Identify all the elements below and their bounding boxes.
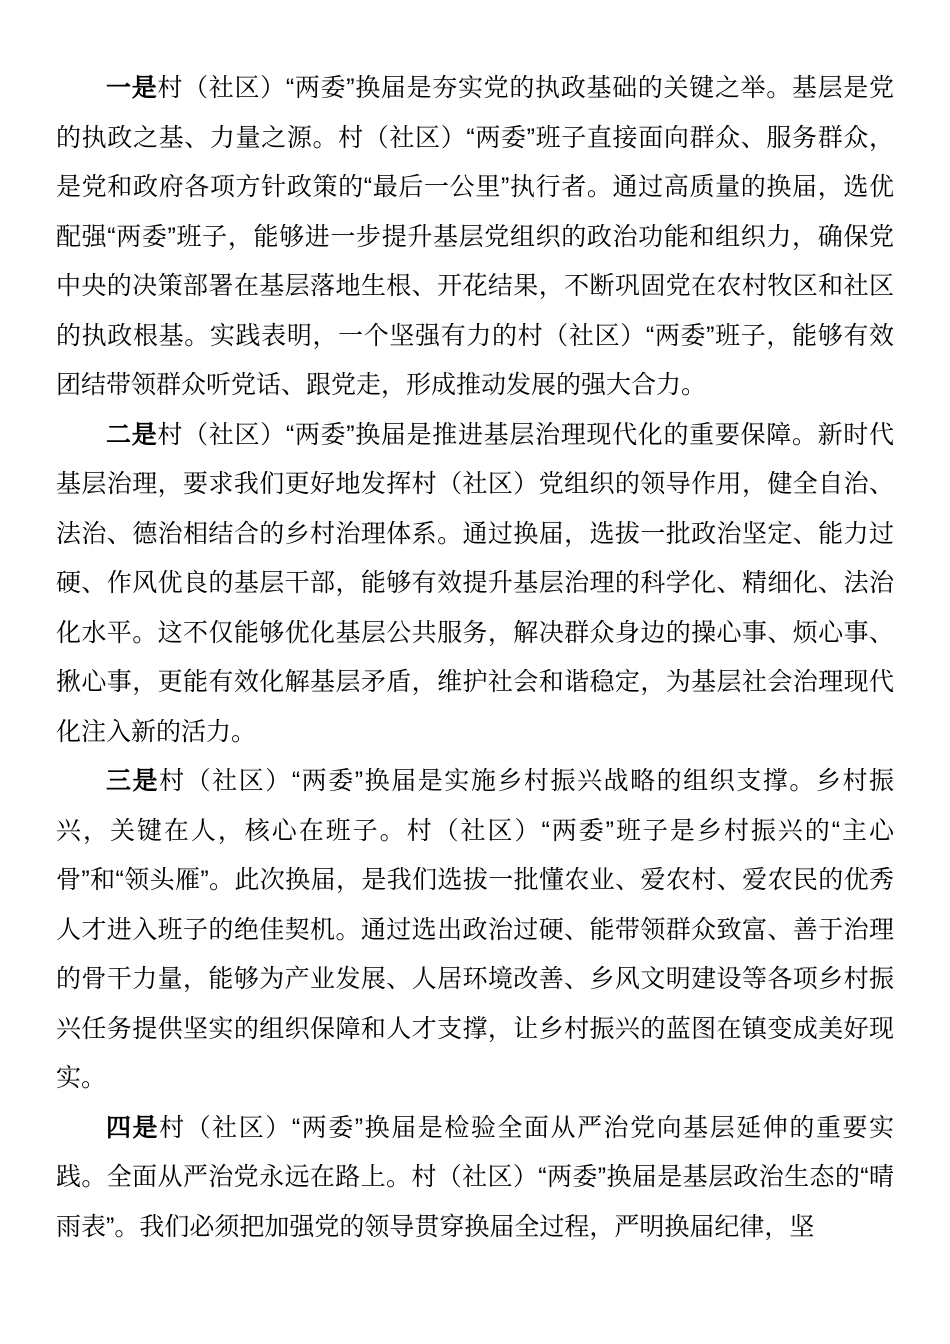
- paragraph-4-lead: 四是: [106, 1113, 160, 1142]
- paragraph-4-text: 村（社区）“两委”换届是检验全面从严治党向基层延伸的重要实践。全面从严治党永远在路上。村（社区）“两委”换届是基层政治生态的“晴雨表”。我们必须把加强党的领导贯穿换届全过程，严明换届纪律，坚: [56, 1113, 894, 1241]
- paragraph-2-text: 村（社区）“两委”换届是推进基层治理现代化的重要保障。新时代基层治理，要求我们更好地发挥村（社区）党组织的领导作用，健全自治、法治、德治相结合的乡村治理体系。通过换届，选拔一批政治坚定、能力过硬、作风优良的基层干部，能够有效提升基层治理的科学化、精细化、法治化水平。这不仅能够优化基层公共服务，解决群众身边的操心事、烦心事、揪心事，更能有效化解基层矛盾，维护社会和谐稳定，为基层社会治理现代化注入新的活力。: [56, 420, 894, 746]
- paragraph-1: [56, 64, 894, 411]
- paragraph-3-lead: 三是: [106, 767, 160, 795]
- paragraph-2-lead: 二是: [106, 420, 158, 449]
- paragraph-4: [56, 1104, 894, 1253]
- paragraph-2: [56, 411, 894, 758]
- paragraph-3-text: 村（社区）“两委”换届是实施乡村振兴战略的组织支撑。乡村振兴，关键在人，核心在班子。村（社区）“两委”班子是乡村振兴的“主心骨”和“领头雁”。此次换届，是我们选拔一批懂农业、爱农村、爱农民的优秀人才进入班子的绝佳契机。通过选出政治过硬、能带领群众致富、善于治理的骨干力量，能够为产业发展、人居环境改善、乡风文明建设等各项乡村振兴任务提供坚实的组织保障和人才支撑，让乡村振兴的蓝图在镇变成美好现实。: [56, 767, 894, 1092]
- document-body: [56, 64, 894, 1252]
- paragraph-1-text: 村（社区）“两委”换届是夯实党的执政基础的关键之举。基层是党的执政之基、力量之源。村（社区）“两委”班子直接面向群众、服务群众，是党和政府各项方针政策的“最后一公里”执行者。通过高质量的换届，选优配强“两委”班子，能够进一步提升基层党组织的政治功能和组织力，确保党中央的决策部署在基层落地生根、开花结果，不断巩固党在农村牧区和社区的执政根基。实践表明，一个坚强有力的村（社区）“两委”班子，能够有效团结带领群众听党话、跟党走，形成推动发展的强大合力。: [56, 74, 894, 399]
- paragraph-1-lead: 一是: [106, 74, 158, 102]
- paragraph-3: [56, 757, 894, 1104]
